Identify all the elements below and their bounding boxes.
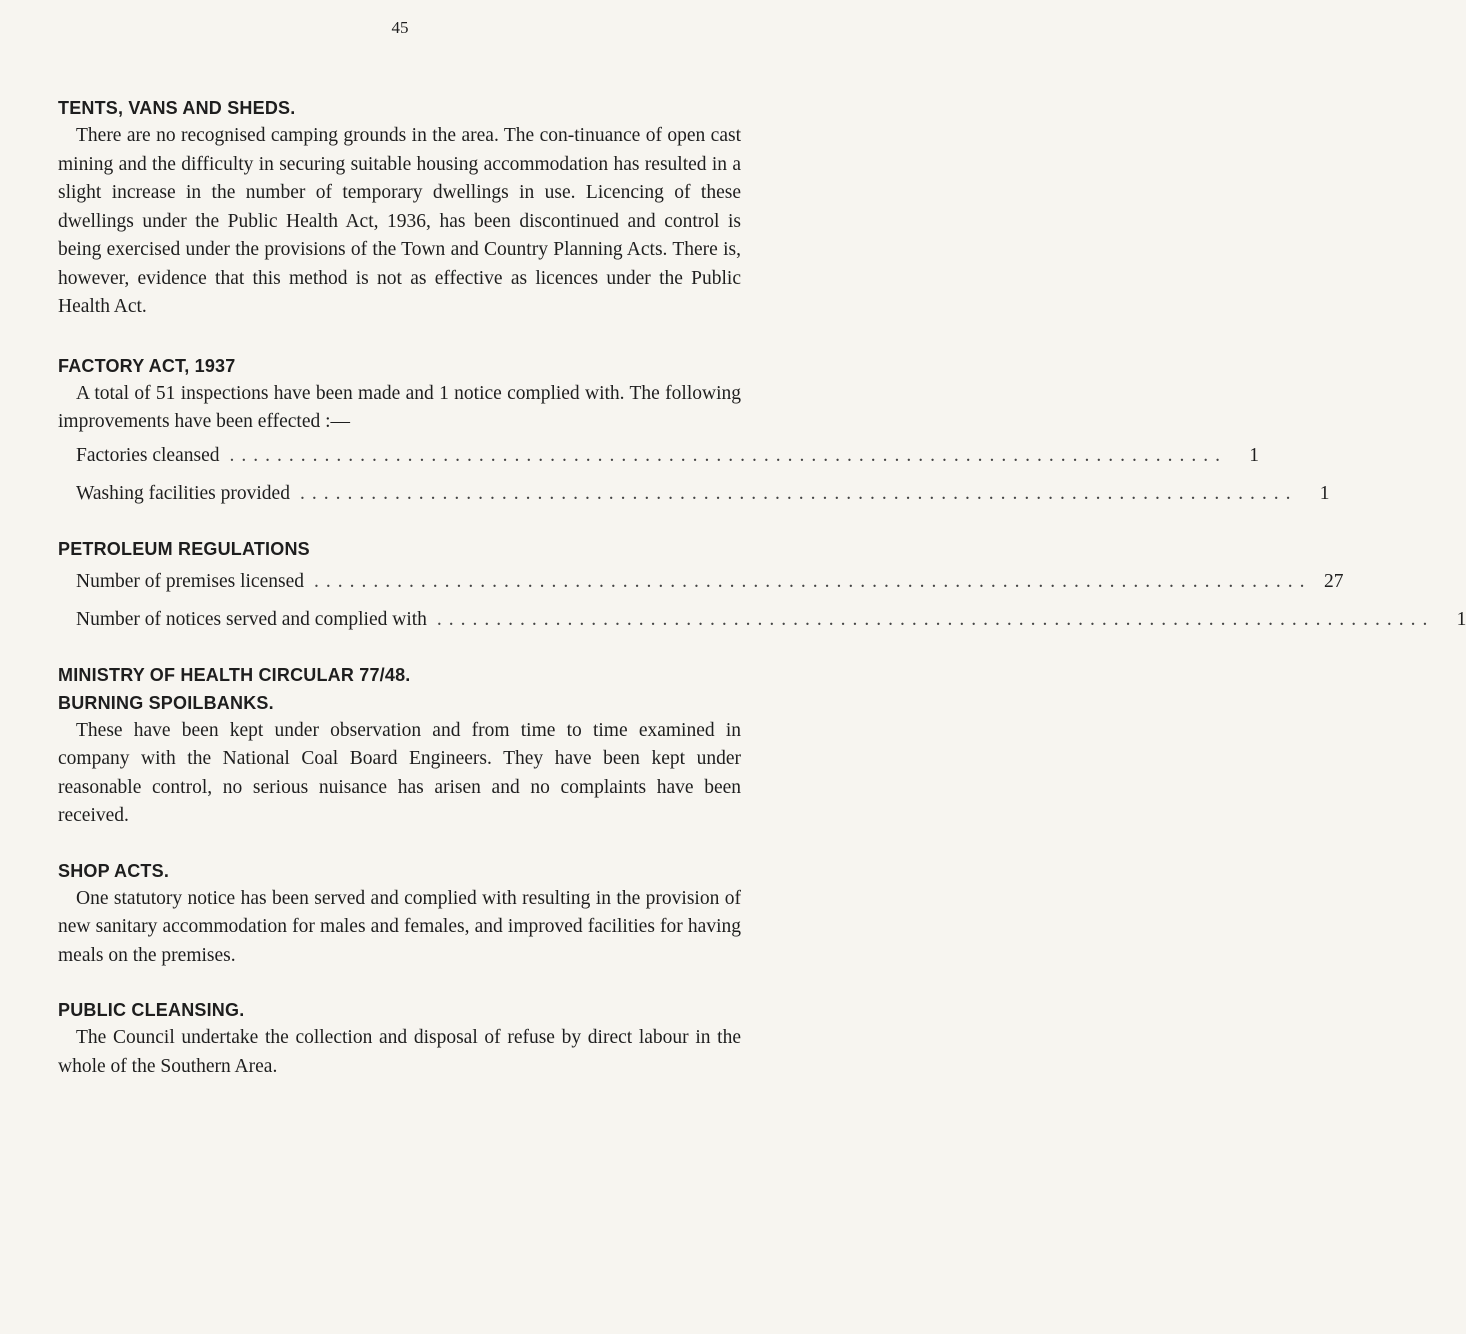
section-paragraph: A total of 51 inspections have been made and 1 notice complied with. The following improvements have been effected :— xyxy=(58,382,741,432)
item-value: 27 xyxy=(1323,570,1344,592)
section-heading: FACTORY ACT, 1937 xyxy=(58,355,236,376)
section-petroleum xyxy=(58,535,1466,639)
section-heading: TENTS, VANS AND SHEDS. xyxy=(58,98,296,118)
item-label: Factories cleansed xyxy=(76,444,220,466)
section-shop-acts xyxy=(58,857,741,971)
list-item xyxy=(58,437,1259,475)
section-paragraph: The Council undertake the collection and disposal of refuse by direct labour in the whole of the Southern Area. xyxy=(58,1027,741,1077)
list-item xyxy=(58,475,1330,513)
section-public-cleansing xyxy=(58,996,741,1081)
leader-dots: .................................................................................... xyxy=(229,444,1227,466)
section-paragraph: These have been kept under observation and from time to time examined in company with the National Coal Board Engineers. They have been kept under reasonable control, no serious nuisance has arisen and no complaints have been received. xyxy=(58,719,741,826)
leader-dots: .................................................................................... xyxy=(313,570,1312,592)
section-heading: MINISTRY OF HEALTH CIRCULAR 77/48. xyxy=(58,664,411,685)
list-item xyxy=(58,563,1344,601)
item-label: Washing facilities provided xyxy=(76,482,290,504)
leader-dots: .................................................................................... xyxy=(299,482,1298,504)
section-paragraph: One statutory notice has been served and complied with resulting in the provision of new sanitary accommodation for males and females, and improved facilities for having meals on the premises. xyxy=(58,887,741,966)
section-ministry-circular xyxy=(58,661,741,831)
item-label: Number of notices served and complied with xyxy=(76,608,427,630)
section-factory-act xyxy=(58,352,1330,513)
item-value: 1 xyxy=(1456,608,1466,630)
section-heading: SHOP ACTS. xyxy=(58,860,170,881)
section-heading: PETROLEUM REGULATIONS xyxy=(58,538,310,559)
item-value: 1 xyxy=(1249,444,1259,466)
section-heading: PUBLIC CLEANSING. xyxy=(58,1000,245,1020)
leader-dots: .................................................................................... xyxy=(436,608,1435,630)
item-value: 1 xyxy=(1319,482,1330,504)
section-paragraph: There are no recognised camping grounds in the area. The con-tinuance of open cast mining and the difficulty in securing suitable housing accommodation has resulted in a slight increase in the number of temporary dwellings in use. Licencing of these dwellings under the Public Health Act, 1936, has been discontinued and control is being exercised under the provisions of the Town and Country Planning Acts. There is, however, evidence that this method is not as effective as licences under the Public Health Act. xyxy=(58,125,741,317)
item-label: Number of premises licensed xyxy=(76,570,304,592)
page-content xyxy=(58,94,1466,1081)
list-item xyxy=(58,601,1466,639)
page-number: 45 xyxy=(391,18,409,37)
section-tents xyxy=(58,94,741,322)
section-subheading: BURNING SPOILBANKS. xyxy=(58,692,274,713)
